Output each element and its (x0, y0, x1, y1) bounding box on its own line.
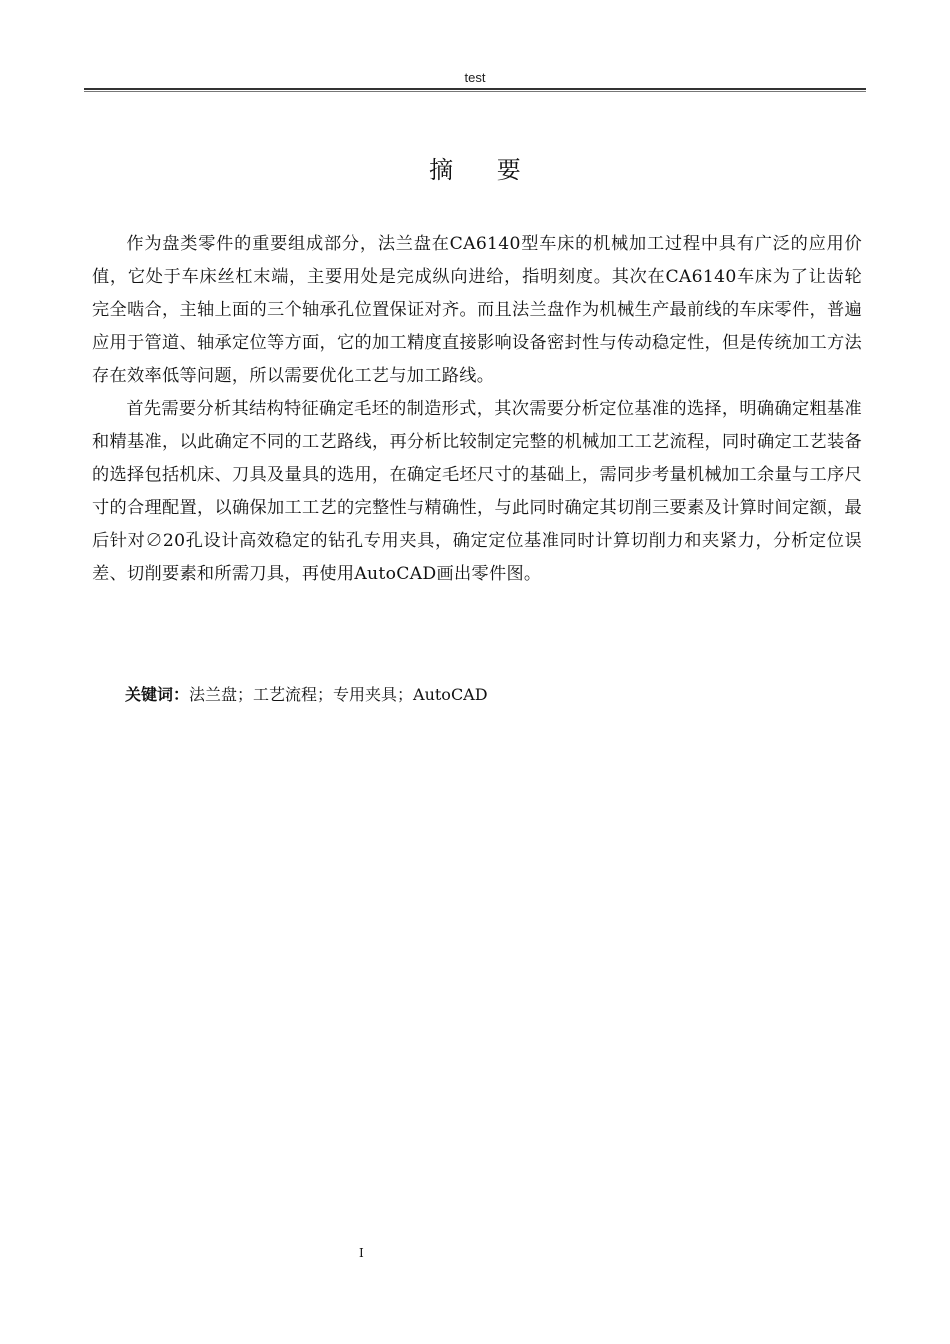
abstract-title: 摘 要 (429, 156, 539, 184)
abstract-body (92, 228, 862, 591)
keywords-value: 法兰盘；工艺流程；专用夹具；AutoCAD (189, 685, 488, 704)
header-divider (84, 88, 866, 92)
page-header: test (464, 70, 486, 85)
keywords-line (125, 683, 488, 707)
abstract-paragraph-2: 首先需要分析其结构特征确定毛坯的制造形式，其次需要分析定位基准的选择，明确确定粗基准和精基准，以此确定不同的工艺路线，再分析比较制定完整的机械加工工艺流程，同时确定工艺装备的选择包括机床、刀具及量具的选用，在确定毛坯尺寸的基础上，需同步考量机械加工余量与工序尺寸的合理配置，以确保加工工艺的完整性与精确性，与此同时确定其切削三要素及计算时间定额，最后针对∅20孔设计高效稳定的钻孔专用夹具，确定定位基准同时计算切削力和夹紧力，分析定位误差、切削要素和所需刀具，再使用AutoCAD画出零件图。 (92, 399, 862, 584)
abstract-paragraph-1: 作为盘类零件的重要组成部分，法兰盘在CA6140型车床的机械加工过程中具有广泛的应用价值，它处于车床丝杠末端，主要用处是完成纵向进给，指明刻度。其次在CA6140车床为了让齿轮完全啮合，主轴上面的三个轴承孔位置保证对齐。而且法兰盘作为机械生产最前线的车床零件，普遍应用于管道、轴承定位等方面，它的加工精度直接影响设备密封性与传动稳定性，但是传统加工方法存在效率低等问题，所以需要优化工艺与加工路线。 (92, 234, 862, 386)
page-number: I (359, 1246, 364, 1260)
keywords-label: 关键词： (125, 685, 190, 704)
